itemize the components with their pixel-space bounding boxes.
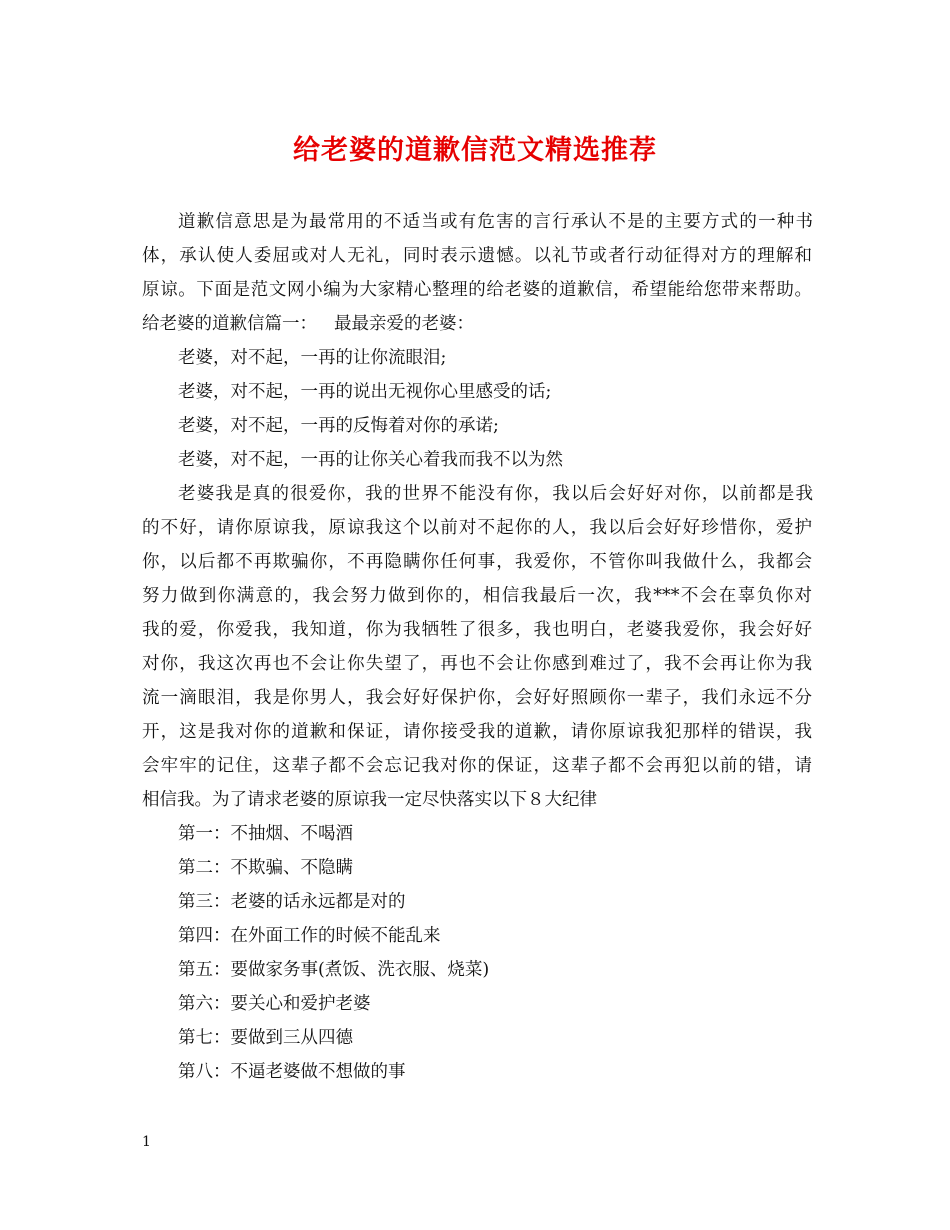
body-paragraph-line-3: 你，以后都不再欺骗你，不再隐瞒你任何事，我爱你，不管你叫我做什么，我都会	[142, 552, 812, 572]
page-title: 给老婆的道歉信范文精选推荐	[293, 135, 657, 166]
letter-salutation: 最最亲爱的老婆：	[334, 314, 474, 334]
rule-item-8: 第八：不逼老婆做不想做的事	[178, 1062, 406, 1082]
body-paragraph-line-9: 会牢牢的记住，这辈子都不会忘记我对你的保证，这辈子都不会再犯以前的错，请	[142, 756, 812, 776]
rule-item-1: 第一：不抽烟、不喝酒	[178, 824, 353, 844]
body-paragraph-line-10: 相信我。为了请求老婆的原谅我一定尽快落实以下８大纪律	[142, 790, 597, 810]
body-line-apology-1: 老婆，对不起，一再的让你流眼泪;	[178, 348, 447, 368]
body-paragraph-line-1: 老婆我是真的很爱你，我的世界不能没有你，我以后会好好对你，以前都是我	[178, 484, 813, 504]
page-number: 1	[142, 1134, 151, 1150]
body-line-apology-2: 老婆，对不起，一再的说出无视你心里感受的话;	[178, 382, 552, 402]
body-line-apology-4: 老婆，对不起，一再的让你关心着我而我不以为然	[178, 450, 563, 470]
body-line-1: 道歉信意思是为最常用的不适当或有危害的言行承认不是的主要方式的一种书	[178, 212, 813, 232]
body-paragraph-line-2: 的不好，请你原谅我，原谅我这个以前对不起你的人，我以后会好好珍惜你，爱护	[142, 518, 812, 538]
body-line-3: 原谅。下面是范文网小编为大家精心整理的给老婆的道歉信，希望能给您带来帮助。	[142, 280, 812, 300]
rule-item-3: 第三：老婆的话永远都是对的	[178, 892, 406, 912]
body-paragraph-line-6: 对你，我这次再也不会让你失望了，再也不会让你感到难过了，我不会再让你为我	[142, 654, 812, 674]
rule-item-5: 第五：要做家务事(煮饭、洗衣服、烧菜)	[178, 960, 490, 980]
body-paragraph-line-4: 努力做到你满意的，我会努力做到你的，相信我最后一次，我***不会在辜负你对	[142, 586, 812, 606]
body-paragraph-line-5: 我的爱，你爱我，我知道，你为我牺牲了很多，我也明白，老婆我爱你，我会好好	[142, 620, 812, 640]
rule-item-6: 第六：要关心和爱护老婆	[178, 994, 371, 1014]
rule-item-4: 第四：在外面工作的时候不能乱来	[178, 926, 441, 946]
rule-item-2: 第二：不欺骗、不隐瞒	[178, 858, 353, 878]
body-paragraph-line-7: 流一滴眼泪，我是你男人，我会好好保护你，会好好照顾你一辈子，我们永远不分	[142, 688, 812, 708]
body-line-2: 体，承认使人委屈或对人无礼，同时表示遗憾。以礼节或者行动征得对方的理解和	[142, 246, 812, 266]
body-line-apology-3: 老婆，对不起，一再的反悔着对你的承诺;	[178, 416, 499, 436]
rule-item-7: 第七：要做到三从四德	[178, 1028, 353, 1048]
body-paragraph-line-8: 开，这是我对你的道歉和保证，请你接受我的道歉，请你原谅我犯那样的错误，我	[142, 722, 812, 742]
letter-heading: 给老婆的道歉信篇一：	[142, 314, 317, 334]
